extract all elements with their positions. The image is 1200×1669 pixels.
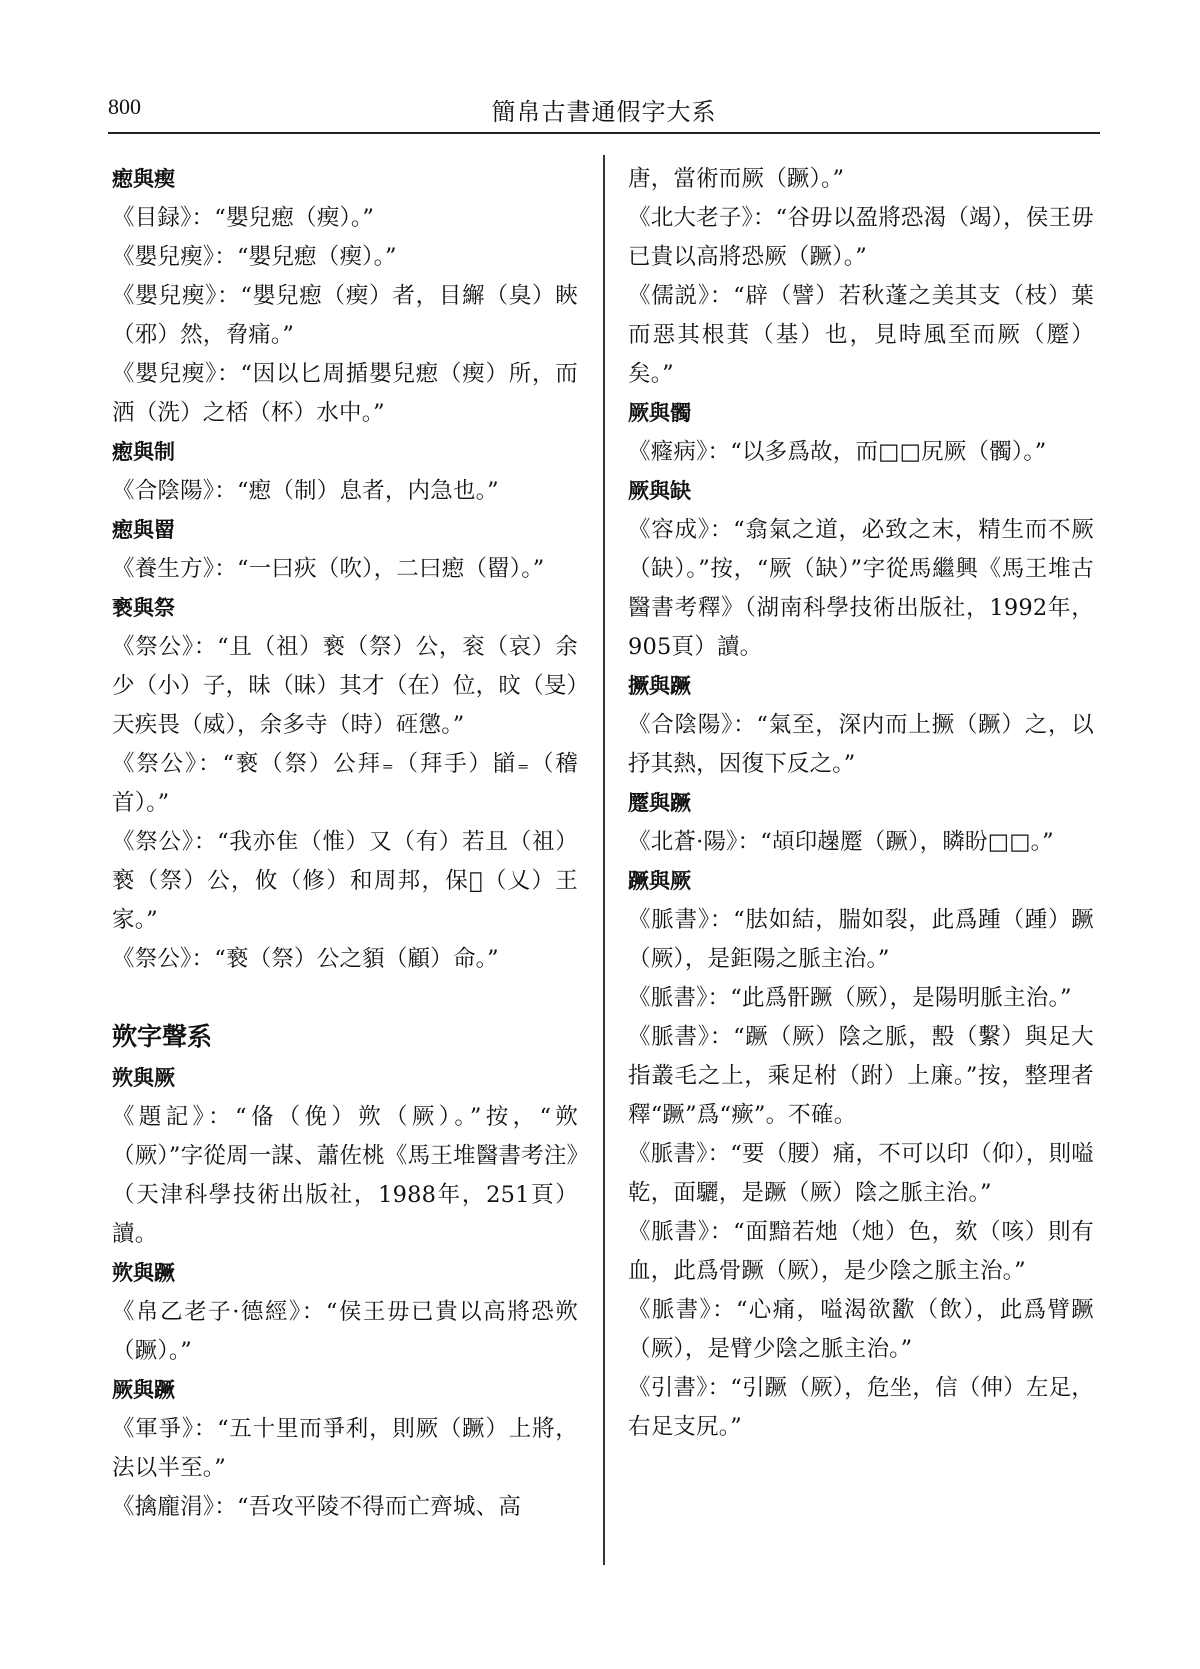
character-pair-heading: 撅與蹶 — [628, 674, 691, 698]
character-pair-heading: 欮與厥 — [112, 1066, 175, 1090]
citation-entry: 《北大老子》：“谷毋以盈將恐渴（竭），侯王毋已貴以高將恐厥（蹶）。” — [628, 205, 1094, 270]
citation-entry: 《脈書》：“心痛，嗌渴欲歠（飲），此爲臂蹶（厥），是臂少陰之脈主治。” — [628, 1297, 1094, 1362]
page-number: 800 — [108, 94, 141, 119]
citation-entry: 《癃病》：“以多爲故，而□□尻厥（髑）。” — [628, 439, 1047, 465]
citation-entry: 《脈書》：“要（腰）痛，不可以印（仰），則嗌乾，面驪，是蹶（厥）陰之脈主治。” — [628, 1141, 1094, 1206]
column-divider — [603, 155, 605, 1565]
citation-entry: 《儒説》：“辟（譬）若秋蓬之美其支（枝）葉而惡其根萁（基）也，見時風至而厥（蹷）矣。” — [628, 283, 1094, 387]
citation-entry: 《養生方》：“一曰疢（吹），二曰瘛（罶）。” — [112, 556, 545, 582]
citation-entry: 《脈書》：“胠如結，腨如裂，此爲踵（踵）蹶（厥），是鉅陽之脈主治。” — [628, 907, 1094, 972]
page-header — [108, 86, 1100, 134]
citation-entry: 唐，當術而厥（蹶）。” — [628, 166, 845, 192]
citation-entry: 《合陰陽》：“氣至，深内而上撅（蹶）之，以抒其熱，因復下反之。” — [628, 712, 1094, 777]
citation-entry: 《嬰兒瘈》：“因以匕周揗嬰兒瘛（瘈）所，而洒（洗）之桮（杯）水中。” — [112, 361, 578, 426]
citation-entry: 《嬰兒瘈》：“嬰兒瘛（瘈）。” — [112, 244, 397, 270]
character-pair-heading: 䙝與祭 — [112, 596, 175, 620]
character-pair-heading: 厥與髑 — [628, 401, 691, 425]
citation-entry: 《祭公》：“且（祖）䙝（祭）公，衮（哀）余少（小）子，昧（昧）其才（在）位，旼（旻）天疾畏（威），余多寺（時）𥒑懲。” — [112, 634, 578, 738]
character-pair-heading: 厥與缺 — [628, 479, 691, 503]
citation-entry: 《帛乙老子·德經》：“侯王毋已貴以高將恐欮（蹶）。” — [112, 1299, 578, 1364]
citation-entry: 《祭公》：“䙝（祭）公之䫉（顧）命。” — [112, 946, 499, 972]
citation-entry: 《祭公》：“我亦隹（惟）又（有）若且（祖）䙝（祭）公，攸（修）和周邦，保𡧴（乂）王家。” — [112, 829, 578, 933]
character-pair-heading: 蹶與厥 — [628, 869, 691, 893]
citation-entry: 《容成》：“翕氣之道，必致之末，精生而不厥（缺）。”按，“厥（缺）”字從馬繼興《馬王堆古醫書考釋》（湖南科學技術出版社，1992年，905頁）讀。 — [628, 517, 1094, 660]
character-pair-heading: 瘛與制 — [112, 440, 175, 464]
citation-entry: 《擒龐涓》：“吾攻平陵不得而亡齊城、高 — [112, 1494, 522, 1520]
citation-entry: 《北蒼·陽》：“𩑶印趮蹷（蹶），瞵盼□□。” — [628, 829, 1054, 855]
citation-entry: 《嬰兒瘈》：“嬰兒瘛（瘈）者，目繲（臭）䀹（邪）然，脅痛。” — [112, 283, 578, 348]
citation-entry: 《脈書》：“面黯若灺（灺）色，欬（咳）則有血，此爲骨蹶（厥），是少陰之脈主治。” — [628, 1219, 1094, 1284]
character-pair-heading: 瘛與罶 — [112, 518, 175, 542]
character-pair-heading: 厥與蹶 — [112, 1378, 175, 1402]
character-pair-heading: 欮與蹶 — [112, 1261, 175, 1285]
citation-entry: 《脈書》：“蹶（厥）陰之脈，毄（繫）與足大指叢毛之上，乘足柎（跗）上廉。”按，整理者釋“蹶”爲“瘚”。不確。 — [628, 1024, 1094, 1128]
citation-entry: 《題記》：“俻（俛）欮（厥）。”按，“欮（厥）”字從周一謀、蕭佐桃《馬王堆醫書考注》（天津科學技術出版社，1988年，251頁）讀。 — [112, 1104, 578, 1247]
left-column — [112, 160, 578, 1527]
section-heading: 欮字聲系 — [112, 1022, 213, 1051]
character-pair-heading: 蹷與蹶 — [628, 791, 691, 815]
citation-entry: 《脈書》：“此爲骭蹶（厥），是陽明脈主治。” — [628, 985, 1072, 1011]
character-pair-heading: 瘛與瘈 — [112, 167, 175, 191]
right-column — [628, 160, 1094, 1447]
citation-entry: 《引書》：“引蹶（厥），危坐，信（伸）左足，右足支尻。” — [628, 1375, 1094, 1440]
citation-entry: 《合陰陽》：“瘛（制）息者，内急也。” — [112, 478, 499, 504]
running-title: 簡帛古書通假字大系 — [491, 98, 717, 126]
citation-entry: 《軍爭》：“五十里而爭利，則厥（蹶）上將，法以半至。” — [112, 1416, 578, 1481]
citation-entry: 《祭公》：“䙝（祭）公拜₌（拜手）䭫₌（稽首）。” — [112, 751, 578, 816]
citation-entry: 《目録》：“嬰兒瘛（瘈）。” — [112, 205, 375, 231]
